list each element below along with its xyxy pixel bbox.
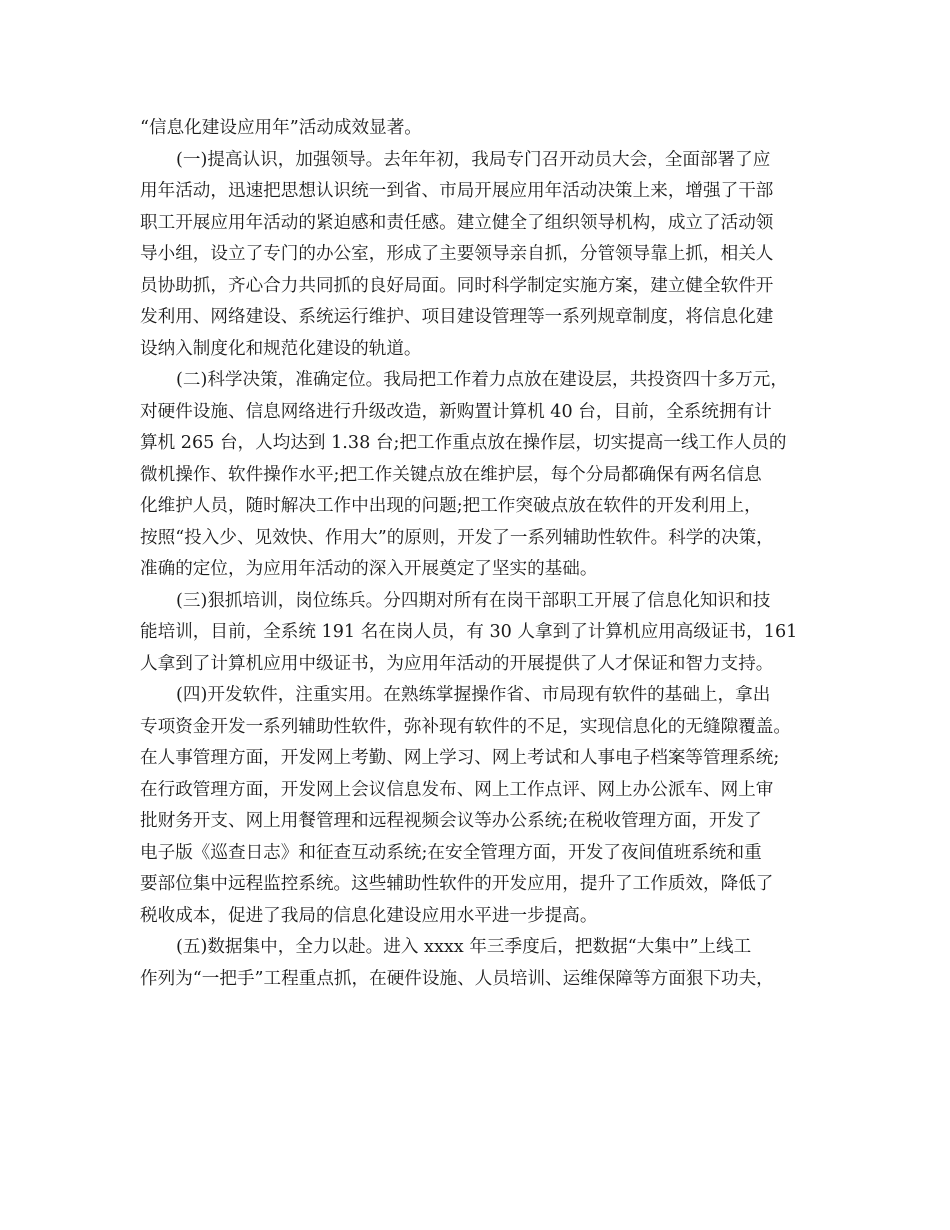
paragraph-intro [140,113,834,145]
text-line: (二)科学决策，准确定位。我局把工作着力点放在建设层，共投资四十多万元， [176,370,788,390]
text-line: 专项资金开发一系列辅助性软件，弥补现有软件的不足，实现信息化的无缝隙覆盖。 [140,716,791,737]
text-line: 按照“投入少、见效快、作用大”的原则，开发了一系列辅助性软件。科学的决策， [140,527,774,548]
text-line: 导小组，设立了专门的办公室，形成了主要领导亲自抓，分管领导靠上抓，相关人 [140,244,774,264]
text-line: 在人事管理方面，开发网上考勤、网上学习、网上考试和人事电子档案等管理系统; [140,748,780,768]
text-line: (五)数据集中，全力以赴。进入 xxxx 年三季度后，把数据“大集中”上线工 [176,937,752,957]
text-line: 用年活动，迅速把思想认识统一到省、市局开展应用年活动决策上来，增强了干部 [140,181,774,201]
text-line: 税收成本，促进了我局的信息化建设应用水平进一步提高。 [140,905,598,926]
text-line: 在行政管理方面，开发网上会议信息发布、网上工作点评、网上办公派车、网上审 [140,779,774,800]
text-line: 作列为“一把手”工程重点抓，在硬件设施、人员培训、运维保障等方面狠下功夫， [140,968,774,989]
text-line: 能培训，目前，全系统 191 名在岗人员，有 30 人拿到了计算机应用高级证书，161 [140,622,798,642]
text-line: 电子版《巡查日志》和征查互动系统;在安全管理方面，开发了夜间值班系统和重 [140,842,762,863]
text-line: (一)提高认识，加强领导。去年年初，我局专门召开动员大会，全面部署了应 [176,149,771,170]
text-line: (四)开发软件，注重实用。在熟练掌握操作省、市局现有软件的基础上，拿出 [176,685,771,705]
document-body [140,113,834,995]
paragraph-section-1 [140,145,834,366]
text-line: 人拿到了计算机应用中级证书，为应用年活动的开展提供了人才保证和智力支持。 [140,653,774,674]
text-line: 对硬件设施、信息网络进行升级改造，新购置计算机 40 台，目前，全系统拥有计 [140,401,772,422]
text-line: 微机操作、软件操作水平;把工作关键点放在维护层，每个分局都确保有两名信息 [140,464,762,485]
paragraph-section-5 [140,932,834,995]
text-line: 要部位集中远程监控系统。这些辅助性软件的开发应用，提升了工作质效，降低了 [140,874,774,894]
text-line: 设纳入制度化和规范化建设的轨道。 [140,338,422,359]
text-line: “信息化建设应用年”活动成效显著。 [140,118,422,138]
text-line: (三)狠抓培训，岗位练兵。分四期对所有在岗干部职工开展了信息化知识和技 [176,590,771,611]
paragraph-section-4 [140,680,834,932]
paragraph-section-2 [140,365,834,586]
paragraph-section-3 [140,586,834,681]
text-line: 准确的定位，为应用年活动的深入开展奠定了坚实的基础。 [140,559,598,579]
text-line: 发利用、网络建设、系统运行维护、项目建设管理等一系列规章制度，将信息化建 [140,307,774,327]
text-line: 员协助抓，齐心合力共同抓的良好局面。同时科学制定实施方案，建立健全软件开 [140,275,774,296]
text-line: 算机 265 台，人均达到 1.38 台;把工作重点放在操作层，切实提高一线工作人员的 [140,433,787,453]
text-line: 化维护人员，随时解决工作中出现的问题;把工作突破点放在软件的开发利用上， [140,496,762,516]
text-line: 批财务开支、网上用餐管理和远程视频会议等办公系统;在税收管理方面，开发了 [140,811,762,831]
text-line: 职工开展应用年活动的紧迫感和责任感。建立健全了组织领导机构，成立了活动领 [140,212,774,233]
